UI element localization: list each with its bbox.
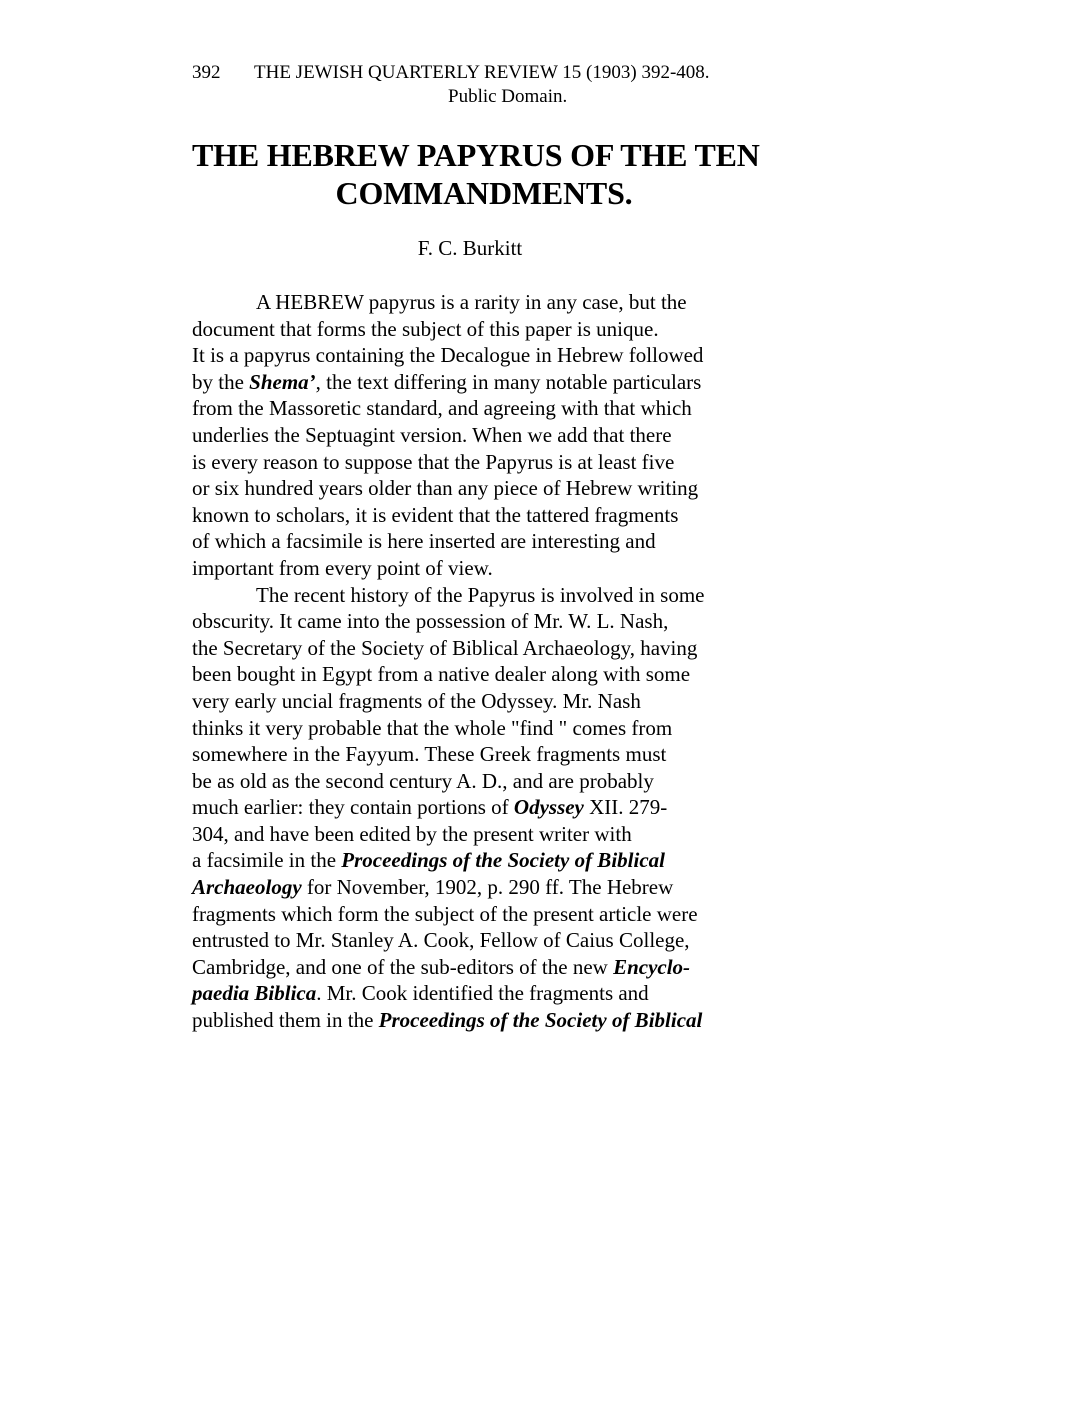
- body-line: of which a facsimile is here inserted are interesting and: [192, 529, 656, 554]
- journal-citation: THE JEWISH QUARTERLY REVIEW 15 (1903) 392-408.: [254, 62, 710, 83]
- body-line: be as old as the second century A. D., and are probably: [192, 768, 654, 793]
- body-line: [192, 874, 772, 901]
- body-line: entrusted to Mr. Stanley A. Cook, Fellow of Caius College,: [192, 928, 690, 953]
- body-text-run: published them in the: [192, 1008, 379, 1033]
- body-text-run: , the text differing in many notable particulars: [315, 369, 702, 394]
- article-body: [192, 289, 772, 1034]
- body-line: from the Massoretic standard, and agreeing with that which: [192, 396, 692, 421]
- body-line: obscurity. It came into the possession of Mr. W. L. Nash,: [192, 609, 669, 634]
- body-line: very early uncial fragments of the Odyssey. Mr. Nash: [192, 688, 641, 713]
- emphasis-shema: Shema’: [249, 369, 316, 394]
- body-text-run: . Mr. Cook identified the fragments and: [316, 981, 649, 1006]
- body-line: [192, 1007, 772, 1034]
- article-author: F. C. Burkitt: [417, 236, 523, 260]
- body-line: is every reason to suppose that the Papyrus is at least five: [192, 449, 675, 474]
- body-line: [192, 847, 772, 874]
- body-text-run: for November, 1902, p. 290 ff. The Hebrew: [301, 875, 674, 900]
- body-line: It is a papyrus containing the Decalogue in Hebrew followed: [192, 343, 704, 368]
- body-line: 304, and have been edited by the present writer with: [192, 821, 632, 846]
- article-title: [192, 136, 776, 212]
- title-line-2: COMMANDMENTS.: [335, 175, 633, 211]
- running-head: [192, 62, 792, 84]
- body-line: document that forms the subject of this paper is unique.: [192, 316, 659, 341]
- body-line: [192, 369, 772, 396]
- body-line: been bought in Egypt from a native dealer along with some: [192, 662, 691, 687]
- body-text-run: much earlier: they contain portions of: [192, 795, 514, 820]
- license-note: Public Domain.: [448, 86, 568, 107]
- body-line: The recent history of the Papyrus is involved in some: [256, 582, 705, 607]
- body-text-run: Cambridge, and one of the sub-editors of the new: [192, 954, 614, 979]
- body-line: important from every point of view.: [192, 555, 493, 580]
- body-text-run: XII. 279-: [583, 795, 668, 820]
- body-line: underlies the Septuagint version. When we add that there: [192, 422, 672, 447]
- page-number: 392: [192, 62, 221, 83]
- emphasis-proceedings: Proceedings of the Society of Biblical: [378, 1008, 703, 1033]
- body-line: known to scholars, it is evident that the tattered fragments: [192, 502, 679, 527]
- title-line-1: THE HEBREW PAPYRUS OF THE TEN: [192, 137, 760, 173]
- body-line: A HEBREW papyrus is a rarity in any case, but the: [256, 290, 687, 314]
- body-text-run: by the: [192, 369, 250, 394]
- body-line: [192, 980, 772, 1007]
- body-line: the Secretary of the Society of Biblical Archaeology, having: [192, 635, 698, 660]
- body-line: fragments which form the subject of the present article were: [192, 901, 698, 926]
- emphasis-biblica: paedia Biblica: [192, 981, 317, 1006]
- emphasis-encyclopaedia: Encyclo-: [613, 954, 691, 979]
- emphasis-proceedings: Proceedings of the Society of Biblical: [341, 848, 665, 873]
- emphasis-odyssey: Odyssey: [513, 795, 584, 820]
- emphasis-archaeology: Archaeology: [192, 875, 302, 900]
- body-line: [192, 794, 772, 821]
- body-line: or six hundred years older than any piece of Hebrew writing: [192, 476, 699, 501]
- body-line: somewhere in the Fayyum. These Greek fragments must: [192, 742, 667, 767]
- body-line: [192, 954, 772, 981]
- body-line: thinks it very probable that the whole "find " comes from: [192, 715, 673, 740]
- body-text-run: a facsimile in the: [192, 848, 342, 873]
